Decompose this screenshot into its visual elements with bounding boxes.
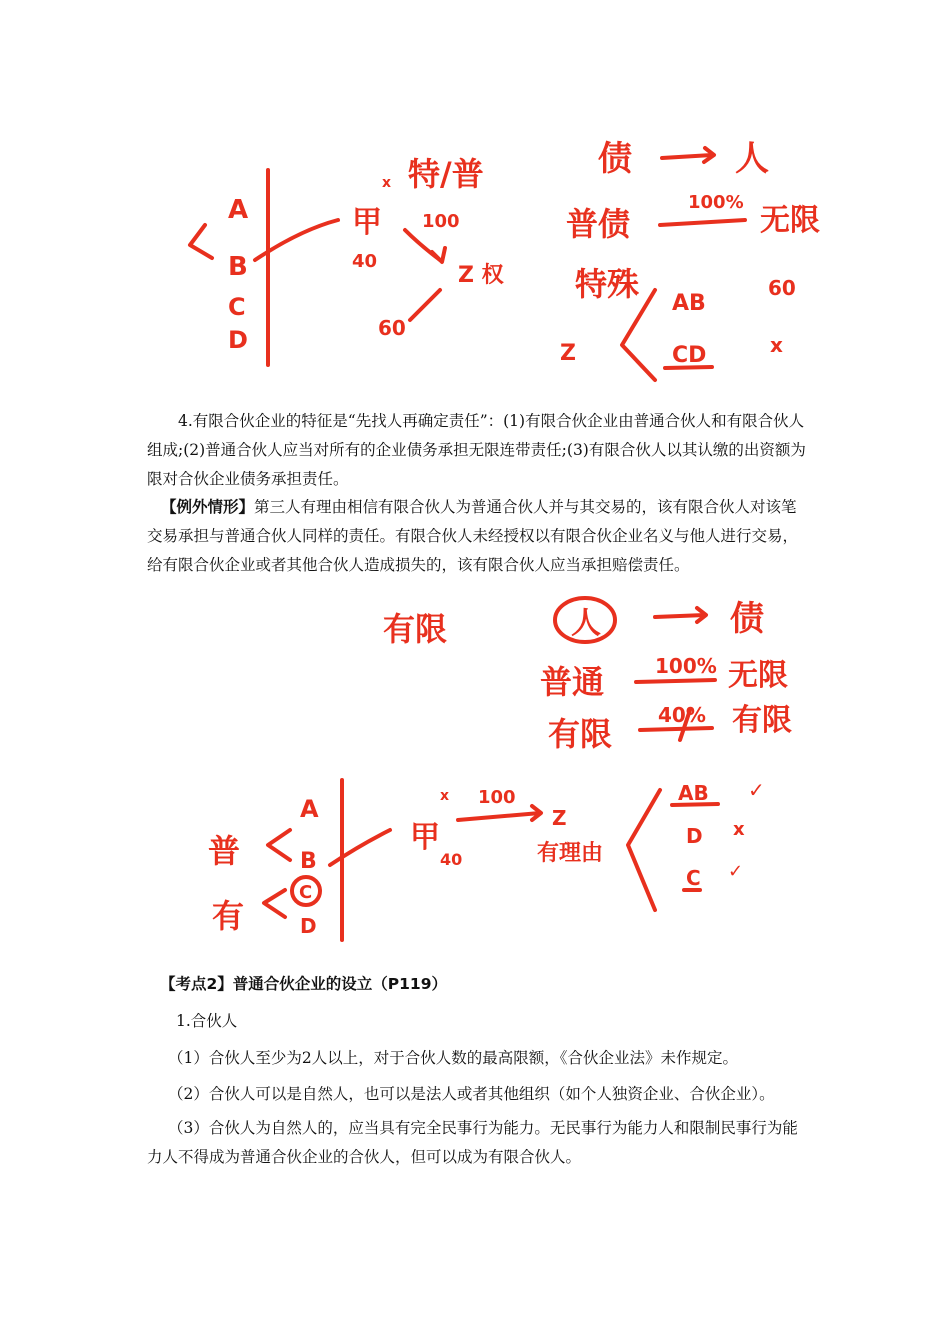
limited-2-label: 有限: [548, 715, 613, 753]
item-1: （1）合伙人至少为2人以上，对于合伙人数的最高限额，《合伙企业法》未作规定。: [168, 1049, 738, 1067]
exception-tag: 【例外情形】: [161, 498, 255, 516]
arrow-2-line-stroke: [458, 813, 540, 820]
general-debt-label: 普债: [566, 205, 631, 243]
limited-label: 有限: [383, 610, 448, 648]
exception-paragraph: [147, 493, 811, 580]
z-label: Z: [552, 806, 567, 830]
cross-mark: x: [382, 175, 392, 191]
arrow-line-stroke: [655, 615, 705, 617]
underline-1-stroke: [636, 680, 715, 682]
item-2: （2）合伙人可以是自然人，也可以是法人或者其他组织（如个人独资企业、合伙企业）。: [168, 1085, 775, 1103]
d-right-label: D: [686, 824, 703, 848]
x-right-label: x: [770, 333, 783, 357]
handwritten-sketch-1: [0, 130, 950, 390]
label-b: B: [300, 849, 317, 874]
connector-2-stroke: [330, 830, 390, 865]
reason-label: 有理由: [537, 841, 604, 866]
exception-text: 第三人有理由相信有限合伙人为普通合伙人并与其交易的，该有限合伙人对该笔交易承担与普通合伙人同样的责任。有限合伙人未经授权以有限合伙企业名义与他人进行交易，给有限合伙企业或者其他合伙人造成损失的，该有限合伙人应当承担赔偿责任。: [147, 498, 799, 574]
c-right-label: C: [686, 866, 701, 890]
cross-label: x: [440, 788, 450, 804]
check-2-label: ✓: [728, 861, 744, 882]
z-label: Z: [560, 341, 576, 366]
label-a: A: [300, 795, 319, 823]
person-label: 人: [571, 606, 601, 641]
person-label: 人: [735, 139, 769, 179]
debt-label: 债: [598, 139, 632, 179]
underline-2-stroke: [640, 728, 712, 730]
forty-label: 40: [440, 850, 463, 869]
sixty-right-label: 60: [768, 276, 796, 300]
handwritten-sketch-2: [0, 585, 950, 945]
label-c: C: [299, 882, 313, 903]
bracket-1-stroke: [268, 830, 290, 860]
limited-left-label: 有: [212, 897, 245, 935]
unlimited-label: 无限: [760, 203, 820, 238]
pct-label: 40%: [658, 703, 706, 727]
debt-label: 债: [730, 599, 764, 639]
check-1-label: ✓: [748, 778, 765, 802]
label-c: C: [228, 293, 246, 321]
label-d: D: [300, 914, 317, 938]
cross-right-label: x: [733, 819, 745, 840]
left-bracket-stroke: [190, 225, 212, 258]
item-3: （3）合伙人为自然人的，应当具有完全民事行为能力。无民事行为能力人和限制民事行为能力人不得成为普通合伙企业的合伙人，但可以成为有限合伙人。: [147, 1119, 798, 1166]
general-left-label: 普: [208, 832, 241, 870]
slash-stroke: [410, 290, 440, 320]
cd-underline-stroke: [665, 367, 712, 368]
label-b: B: [228, 252, 248, 282]
special-label: 特殊: [575, 265, 640, 303]
cd-label: CD: [672, 343, 707, 368]
ab-label: AB: [678, 781, 709, 805]
arrow-line-stroke: [662, 155, 712, 158]
special-general-label: 特/普: [408, 155, 484, 193]
amount-100-label: 100: [422, 211, 460, 232]
general-label: 普通: [540, 663, 605, 701]
section-heading: 【考点2】普通合伙企业的设立（P119）: [160, 975, 448, 993]
pct100-label: 100%: [655, 654, 717, 678]
bracket-2-stroke: [264, 890, 285, 917]
bracket-3-stroke: [628, 790, 660, 910]
label-a: A: [228, 195, 249, 225]
right-bracket-stroke: [622, 290, 655, 380]
percent-label: 100%: [688, 192, 744, 213]
feature-paragraph: 4.有限合伙企业的特征是“先找人再确定责任”：(1)有限合伙企业由普通合伙人和有限合伙人组成;(2)普通合伙人应当对所有的企业债务承担无限连带责任;(3)有限合伙人以其认缴的出资额为限对合伙企业债务承担责任。: [147, 412, 806, 488]
item-title: 1.合伙人: [176, 1012, 238, 1030]
amount-label: 100: [478, 787, 516, 808]
limited-right-label: 有限: [732, 703, 792, 738]
sixty-label: 60: [378, 316, 406, 340]
ab-underline-stroke: [672, 804, 718, 805]
arrowhead-stroke: [432, 248, 445, 262]
ab-label: AB: [672, 291, 706, 316]
rights-label: Z 权: [458, 263, 504, 288]
unlimited-label: 无限: [728, 658, 788, 693]
jia-label: 甲: [410, 820, 440, 855]
label-d: D: [228, 326, 248, 354]
ownership-40-label: 40: [352, 251, 378, 272]
underline-stroke: [660, 220, 745, 225]
jia-label: 甲: [352, 205, 382, 240]
